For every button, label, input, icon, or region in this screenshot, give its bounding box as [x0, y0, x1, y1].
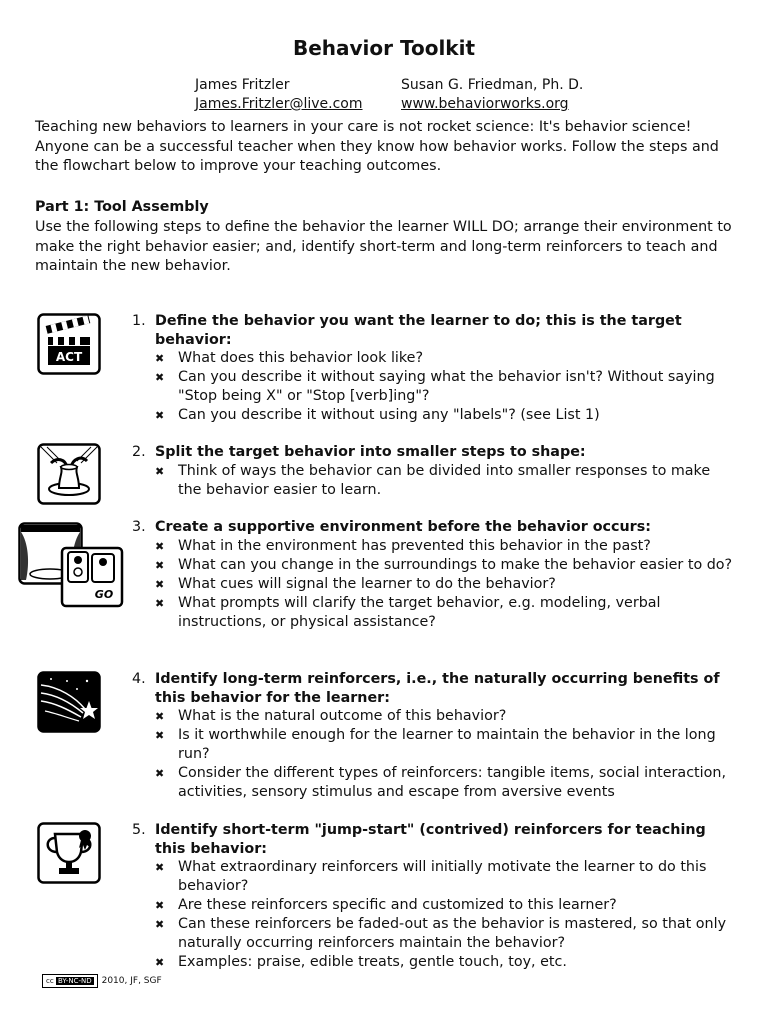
list-item — [155, 594, 735, 632]
step-bullets — [155, 537, 735, 632]
author-name: James Fritzler — [195, 77, 290, 93]
list-item-text: What can you change in the surroundings to make the behavior easier to do? — [178, 557, 733, 573]
shooting-star-icon — [37, 671, 101, 733]
bullet-marker: ✖ — [155, 956, 165, 969]
bullet-marker: ✖ — [155, 767, 165, 780]
list-item — [155, 349, 735, 368]
clapperboard-label: ACT — [55, 350, 83, 364]
creative-commons-badge — [42, 974, 98, 988]
list-item — [155, 462, 735, 500]
list-item-text: What extraordinary reinforcers will initially motivate the learner to do this behavior? — [178, 859, 707, 894]
list-item — [155, 406, 735, 425]
stage-traffic-light-icon — [18, 522, 126, 608]
list-item — [155, 707, 735, 726]
bullet-marker: ✖ — [155, 899, 165, 912]
list-item — [155, 575, 735, 594]
section-heading: Part 1: Tool Assembly — [35, 199, 209, 215]
list-item — [155, 726, 735, 764]
list-item-text: Consider the different types of reinforcers: tangible items, social interaction, activities, sensory stimulus and escape from aversive events — [178, 765, 726, 800]
list-item-text: What in the environment has prevented this behavior in the past? — [178, 538, 651, 554]
author-block — [401, 76, 583, 114]
list-item — [155, 896, 735, 915]
bullet-marker: ✖ — [155, 861, 165, 874]
bullet-marker: ✖ — [155, 729, 165, 742]
bullet-marker: ✖ — [155, 409, 165, 422]
step-heading: Define the behavior you want the learner to do; this is the target behavior: — [155, 313, 682, 348]
step-bullets — [155, 707, 735, 802]
list-item-text: Are these reinforcers specific and customized to this learner? — [178, 897, 617, 913]
bullet-marker: ✖ — [155, 540, 165, 553]
trophy-icon — [37, 822, 101, 884]
list-item-text: What does this behavior look like? — [178, 350, 424, 366]
list-item — [155, 368, 735, 406]
list-item — [155, 858, 735, 896]
cc-mark: cc — [46, 977, 54, 985]
step-number: 5. — [132, 822, 146, 838]
intro-paragraph: Teaching new behaviors to learners in your care is not rocket science: It's behavior science! Anyone can be a successful teacher when they know how behavior works. Follow the steps and the flowchart below to improve your teaching outcomes. — [35, 119, 719, 174]
author-name: Susan G. Friedman, Ph. D. — [401, 77, 584, 93]
step-heading: Identify long-term reinforcers, i.e., the naturally occurring benefits of this behavior for the learner: — [155, 671, 720, 706]
page-title: Behavior Toolkit — [292, 36, 476, 60]
bullet-marker: ✖ — [155, 559, 165, 572]
pottery-wheel-icon — [37, 443, 101, 505]
bullet-marker: ✖ — [155, 918, 165, 931]
step-number: 1. — [132, 313, 146, 329]
bullet-marker: ✖ — [155, 710, 165, 723]
step-heading: Split the target behavior into smaller steps to shape: — [155, 444, 586, 460]
section-text: Use the following steps to define the behavior the learner WILL DO; arrange their environment to make the right behavior easier; and, identify short-term and long-term reinforcers to teach and maintain the new behavior. — [35, 219, 732, 274]
author-website-link[interactable]: www.behaviorworks.org — [401, 96, 569, 112]
bullet-marker: ✖ — [155, 371, 165, 384]
list-item-text: What is the natural outcome of this behavior? — [178, 708, 507, 724]
bullet-marker: ✖ — [155, 465, 165, 478]
step-bullets — [155, 858, 735, 972]
step-bullets — [155, 349, 735, 425]
list-item-text: What cues will signal the learner to do the behavior? — [178, 576, 556, 592]
step-heading: Create a supportive environment before the behavior occurs: — [155, 519, 651, 535]
step-heading: Identify short-term "jump-start" (contrived) reinforcers for teaching this behavior: — [155, 822, 706, 857]
step-number: 4. — [132, 671, 146, 687]
list-item — [155, 764, 735, 802]
list-item-text: Think of ways the behavior can be divided into smaller responses to make the behavior easier to learn. — [178, 463, 711, 498]
clapperboard-act-icon — [37, 313, 101, 375]
author-block — [195, 76, 363, 114]
list-item-text: Examples: praise, edible treats, gentle touch, toy, etc. — [178, 954, 567, 970]
list-item — [155, 556, 735, 575]
list-item-text: Can you describe it without using any "labels"? (see List 1) — [178, 407, 600, 423]
copyright-text: 2010, JF, SGF — [101, 976, 162, 986]
bullet-marker: ✖ — [155, 578, 165, 591]
list-item — [155, 537, 735, 556]
step-number: 2. — [132, 444, 146, 460]
bullet-marker: ✖ — [155, 597, 165, 610]
author-email-link[interactable]: James.Fritzler@live.com — [195, 96, 363, 112]
bullet-marker: ✖ — [155, 352, 165, 365]
list-item-text: Can these reinforcers be faded-out as the behavior is mastered, so that only naturally occurring reinforcers maintain the behavior? — [178, 916, 727, 951]
traffic-light-label: GO — [94, 588, 114, 601]
step-bullets — [155, 462, 735, 500]
list-item — [155, 953, 735, 972]
list-item — [155, 915, 735, 953]
list-item-text: Is it worthwhile enough for the learner to maintain the behavior in the long run? — [178, 727, 716, 762]
list-item-text: Can you describe it without saying what the behavior isn't? Without saying "Stop being X" or "Stop [verb]ing"? — [178, 369, 715, 404]
cc-license-label: BY-NC-ND — [57, 977, 92, 985]
step-number: 3. — [132, 519, 146, 535]
footer — [42, 974, 162, 988]
list-item-text: What prompts will clarify the target behavior, e.g. modeling, verbal instructions, or physical assistance? — [178, 595, 661, 630]
